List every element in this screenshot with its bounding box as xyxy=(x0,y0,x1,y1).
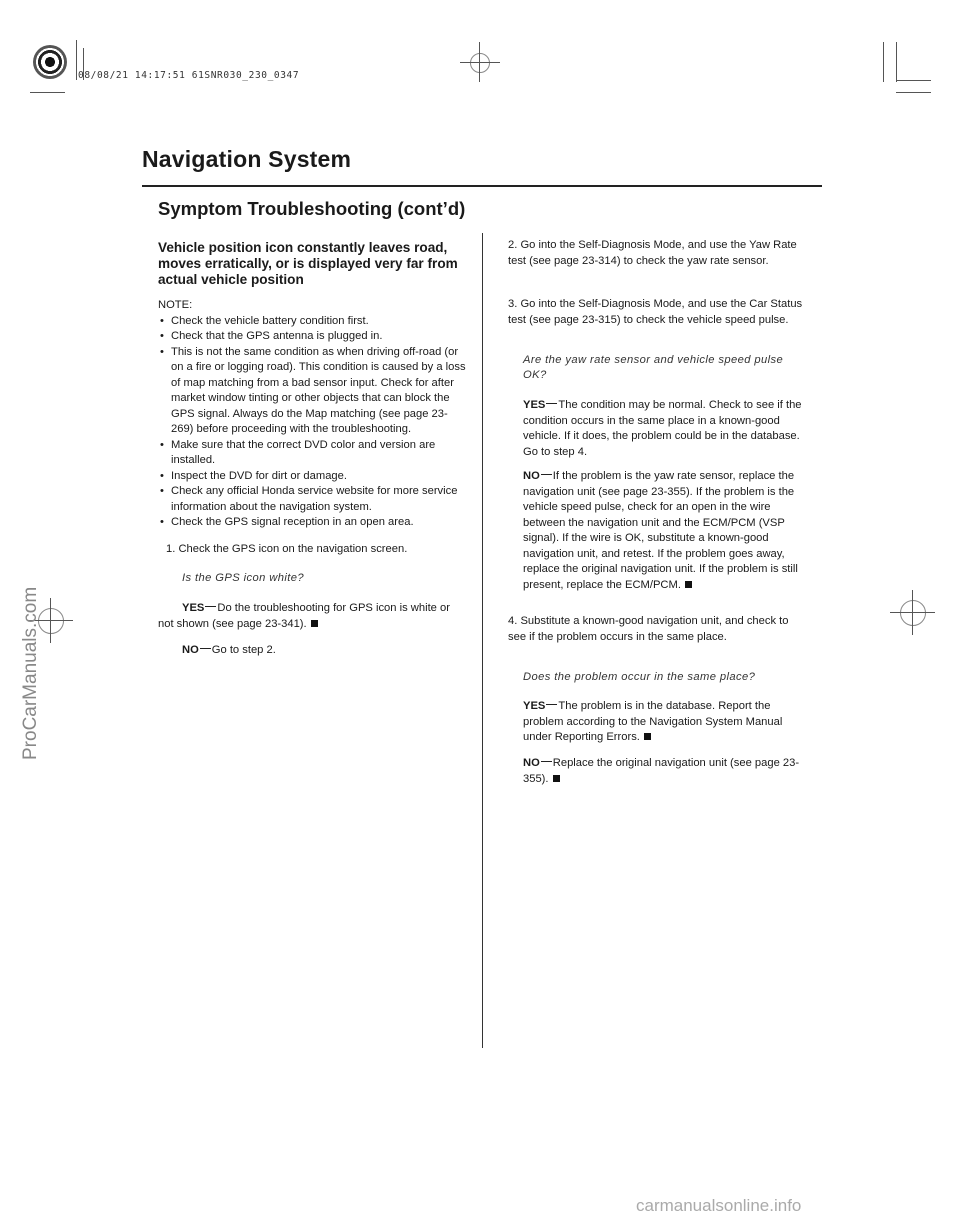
note-item: • Check any official Honda service website for more service information about the navigation system. xyxy=(158,484,468,515)
crop-line xyxy=(890,612,935,613)
crop-line xyxy=(30,92,65,93)
note-item: • Check the vehicle battery condition first. xyxy=(158,314,468,330)
note-item: • Check the GPS signal reception in an open area. xyxy=(158,515,468,531)
question-3: Does the problem occur in the same place? xyxy=(523,671,756,683)
crop-line xyxy=(896,42,897,82)
sidebar-brand: ProCarManuals.com xyxy=(20,586,41,760)
registration-mark-right xyxy=(900,600,926,626)
title-rule xyxy=(142,185,822,187)
step-1: 1. Check the GPS icon on the navigation screen. xyxy=(166,543,408,555)
registration-mark-top-center xyxy=(470,53,490,73)
crop-line xyxy=(460,62,500,63)
end-mark-icon xyxy=(644,733,651,740)
dash xyxy=(200,648,211,649)
dash xyxy=(541,761,552,762)
end-mark-icon xyxy=(685,581,692,588)
answer-yes-3: YES The problem is in the database. Report the problem according to the Navigation System Manual under Reporting Errors. xyxy=(523,700,783,743)
yes-label: YES xyxy=(523,700,546,712)
note-item: • Inspect the DVD for dirt or damage. xyxy=(158,469,468,485)
end-mark-icon xyxy=(311,620,318,627)
note-item: • Make sure that the correct DVD color and version are installed. xyxy=(158,438,468,469)
section-title: Symptom Troubleshooting (cont’d) xyxy=(158,198,466,219)
crop-line xyxy=(896,92,931,93)
dash xyxy=(546,704,557,705)
watermark: carmanualsonline.info xyxy=(636,1196,802,1215)
dash xyxy=(546,403,557,404)
dash xyxy=(541,474,552,475)
dash xyxy=(205,606,216,607)
end-mark-icon xyxy=(553,775,560,782)
answer-no-1: NO Go to step 2. xyxy=(182,644,276,656)
step-3: 3. Go into the Self-Diagnosis Mode, and use the Car Status test (see page 23-315) to check the vehicle speed pulse. xyxy=(508,298,803,326)
yes-label: YES xyxy=(523,399,546,411)
question-1: Is the GPS icon white? xyxy=(182,572,304,584)
left-column xyxy=(158,298,468,531)
crop-line xyxy=(76,40,77,80)
step-2: 2. Go into the Self-Diagnosis Mode, and use the Yaw Rate test (see page 23-314) to check the yaw rate sensor. xyxy=(508,239,797,267)
column-divider xyxy=(482,233,483,1048)
note-label: NOTE: xyxy=(158,299,193,311)
note-item: • Check that the GPS antenna is plugged in. xyxy=(158,329,468,345)
note-item: • This is not the same condition as when driving off-road (or on a fire or logging road). This condition is caused by a loss of map matching from a bad sensor input. Check for after market window tinting or other objects that can block the GPS signal. Always do the Map matching (see page 23-269) before proceeding with the troubleshooting. xyxy=(158,345,468,438)
answer-yes-1: YES Do the troubleshooting for GPS icon is white or not shown (see page 23-341). xyxy=(158,602,450,630)
step-4: 4. Substitute a known-good navigation unit, and check to see if the problem occurs in the same place. xyxy=(508,615,789,643)
symptom-heading: Vehicle position icon constantly leaves road, moves erratically, or is displayed very far from actual vehicle position xyxy=(158,240,458,287)
answer-no-3: NO Replace the original navigation unit (see page 23-355). xyxy=(523,757,800,785)
yes-label: YES xyxy=(182,602,205,614)
no-label: NO xyxy=(182,644,199,656)
answer-no-2: NO If the problem is the yaw rate sensor, replace the navigation unit (see page 23-355). If the problem is the vehicle speed pulse, check for an open in the wire between the navigation unit and the ECM/PCM (VSP signal). If the wire is OK, substitute a known-good navigation unit, and retest. If the problem goes away, replace the original navigation unit. If the problem is still present, replace the ECM/PCM. xyxy=(523,470,798,591)
no-label: NO xyxy=(523,470,540,482)
crop-line xyxy=(896,80,931,81)
crop-line xyxy=(883,42,884,82)
question-2: Are the yaw rate sensor and vehicle speed pulse OK? xyxy=(523,354,784,381)
registration-mark-top-left xyxy=(33,45,67,79)
page-title: Navigation System xyxy=(142,146,352,172)
answer-yes-2: YES The condition may be normal. Check to see if the condition occurs in the same place in a known-good vehicle. If it does, the problem could be in the database. Go to step 4. xyxy=(523,399,802,458)
note-list xyxy=(158,314,468,531)
no-label: NO xyxy=(523,757,540,769)
print-stamp: 08/08/21 14:17:51 61SNR030_230_0347 xyxy=(78,70,300,81)
